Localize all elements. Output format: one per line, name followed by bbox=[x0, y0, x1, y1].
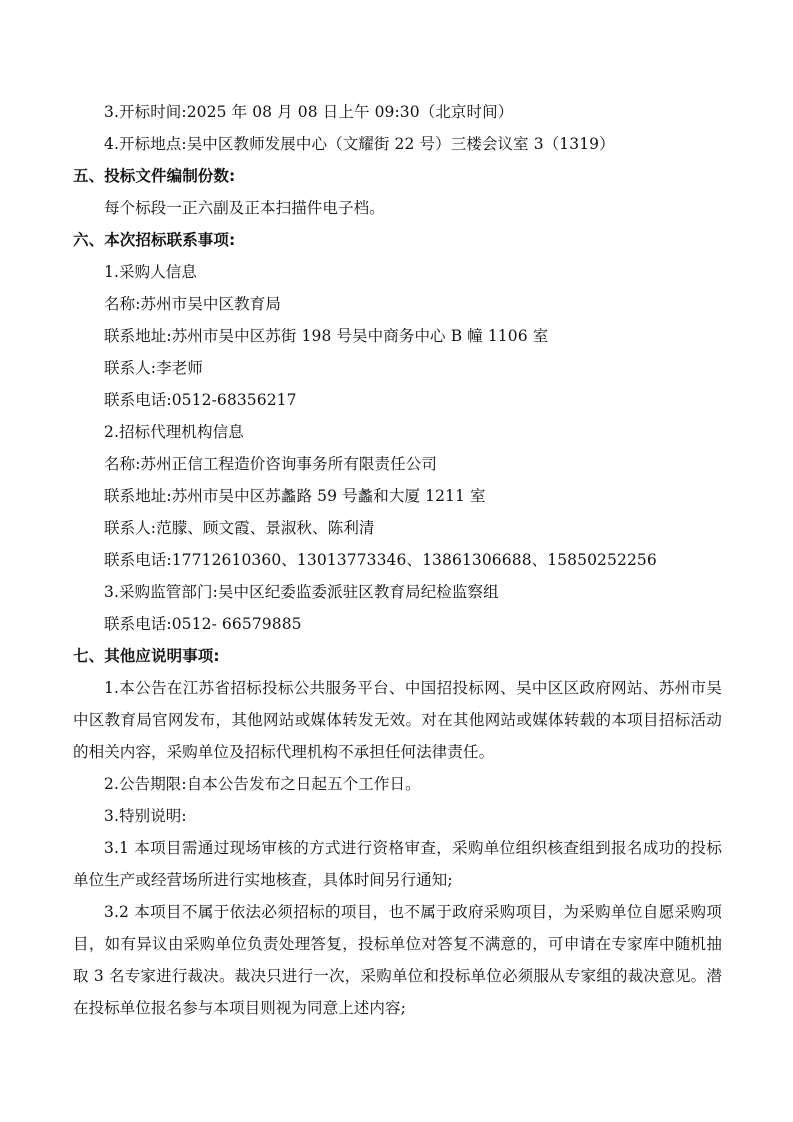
notice-item1-line1: 1.本公告在江苏省招标投标公共服务平台、中国招投标网、吴中区区政府网站、苏州市吴 bbox=[104, 679, 722, 697]
agency-contact: 联系人:范朦、顾文霞、景淑秋、陈利清 bbox=[104, 519, 375, 537]
copies-text: 每个标段一正六副及正本扫描件电子档。 bbox=[104, 199, 385, 217]
notice-item31-line2: 单位生产或经营场所进行实地核查，具体时间另行通知; bbox=[73, 871, 453, 889]
section-5-heading: 五、投标文件编制份数: bbox=[73, 167, 236, 185]
notice-item32-line1: 3.2 本项目不属于依法必须招标的项目，也不属于政府采购项目，为采购单位自愿采购项 bbox=[104, 903, 722, 921]
notice-item1-line2: 中区教育局官网发布，其他网站或媒体转发无效。对在其他网站或媒体转载的本项目招标活动 bbox=[73, 711, 722, 729]
section-6-heading: 六、本次招标联系事项: bbox=[73, 231, 236, 249]
notice-item1-line3: 的相关内容，采购单位及招标代理机构不承担任何法律责任。 bbox=[73, 743, 495, 761]
notice-item32-line3: 取 3 名专家进行裁决。裁决只进行一次，采购单位和投标单位必须服从专家组的裁决意见。潜 bbox=[73, 967, 722, 985]
purchaser-phone: 联系电话:0512-68356217 bbox=[104, 391, 297, 409]
supervisor: 3.采购监管部门:吴中区纪委监委派驻区教育局纪检监察组 bbox=[104, 583, 499, 601]
notice-item2: 2.公告期限:自本公告发布之日起五个工作日。 bbox=[104, 775, 421, 793]
supervisor-phone: 联系电话:0512- 66579885 bbox=[104, 615, 302, 633]
agency-address: 联系地址:苏州市吴中区苏蠡路 59 号蠡和大厦 1211 室 bbox=[104, 487, 486, 505]
agency-name: 名称:苏州正信工程造价咨询事务所有限责任公司 bbox=[104, 455, 437, 473]
purchaser-contact: 联系人:李老师 bbox=[104, 359, 203, 377]
section-7-heading: 七、其他应说明事项: bbox=[73, 647, 220, 665]
purchaser-name: 名称:苏州市吴中区教育局 bbox=[104, 295, 281, 313]
notice-item32-line2: 目，如有异议由采购单位负责处理答复，投标单位对答复不满意的，可申请在专家库中随机抽 bbox=[73, 935, 722, 953]
open-time: 3.开标时间:2025 年 08 月 08 日上午 09:30（北京时间） bbox=[104, 103, 514, 121]
agency-heading: 2.招标代理机构信息 bbox=[104, 423, 244, 441]
notice-item3: 3.特别说明: bbox=[104, 807, 187, 825]
purchaser-address: 联系地址:苏州市吴中区苏街 198 号吴中商务中心 B 幢 1106 室 bbox=[104, 327, 549, 345]
notice-item31-line1: 3.1 本项目需通过现场审核的方式进行资格审查，采购单位组织核查组到报名成功的投标 bbox=[104, 839, 722, 857]
purchaser-heading: 1.采购人信息 bbox=[104, 263, 197, 281]
notice-item32-line4: 在投标单位报名参与本项目则视为同意上述内容; bbox=[73, 999, 406, 1017]
open-place: 4.开标地点:吴中区教师发展中心（文耀街 22 号）三楼会议室 3（1319） bbox=[104, 135, 615, 153]
agency-phone: 联系电话:17712610360、13013773346、13861306688、15850252256 bbox=[104, 551, 657, 569]
